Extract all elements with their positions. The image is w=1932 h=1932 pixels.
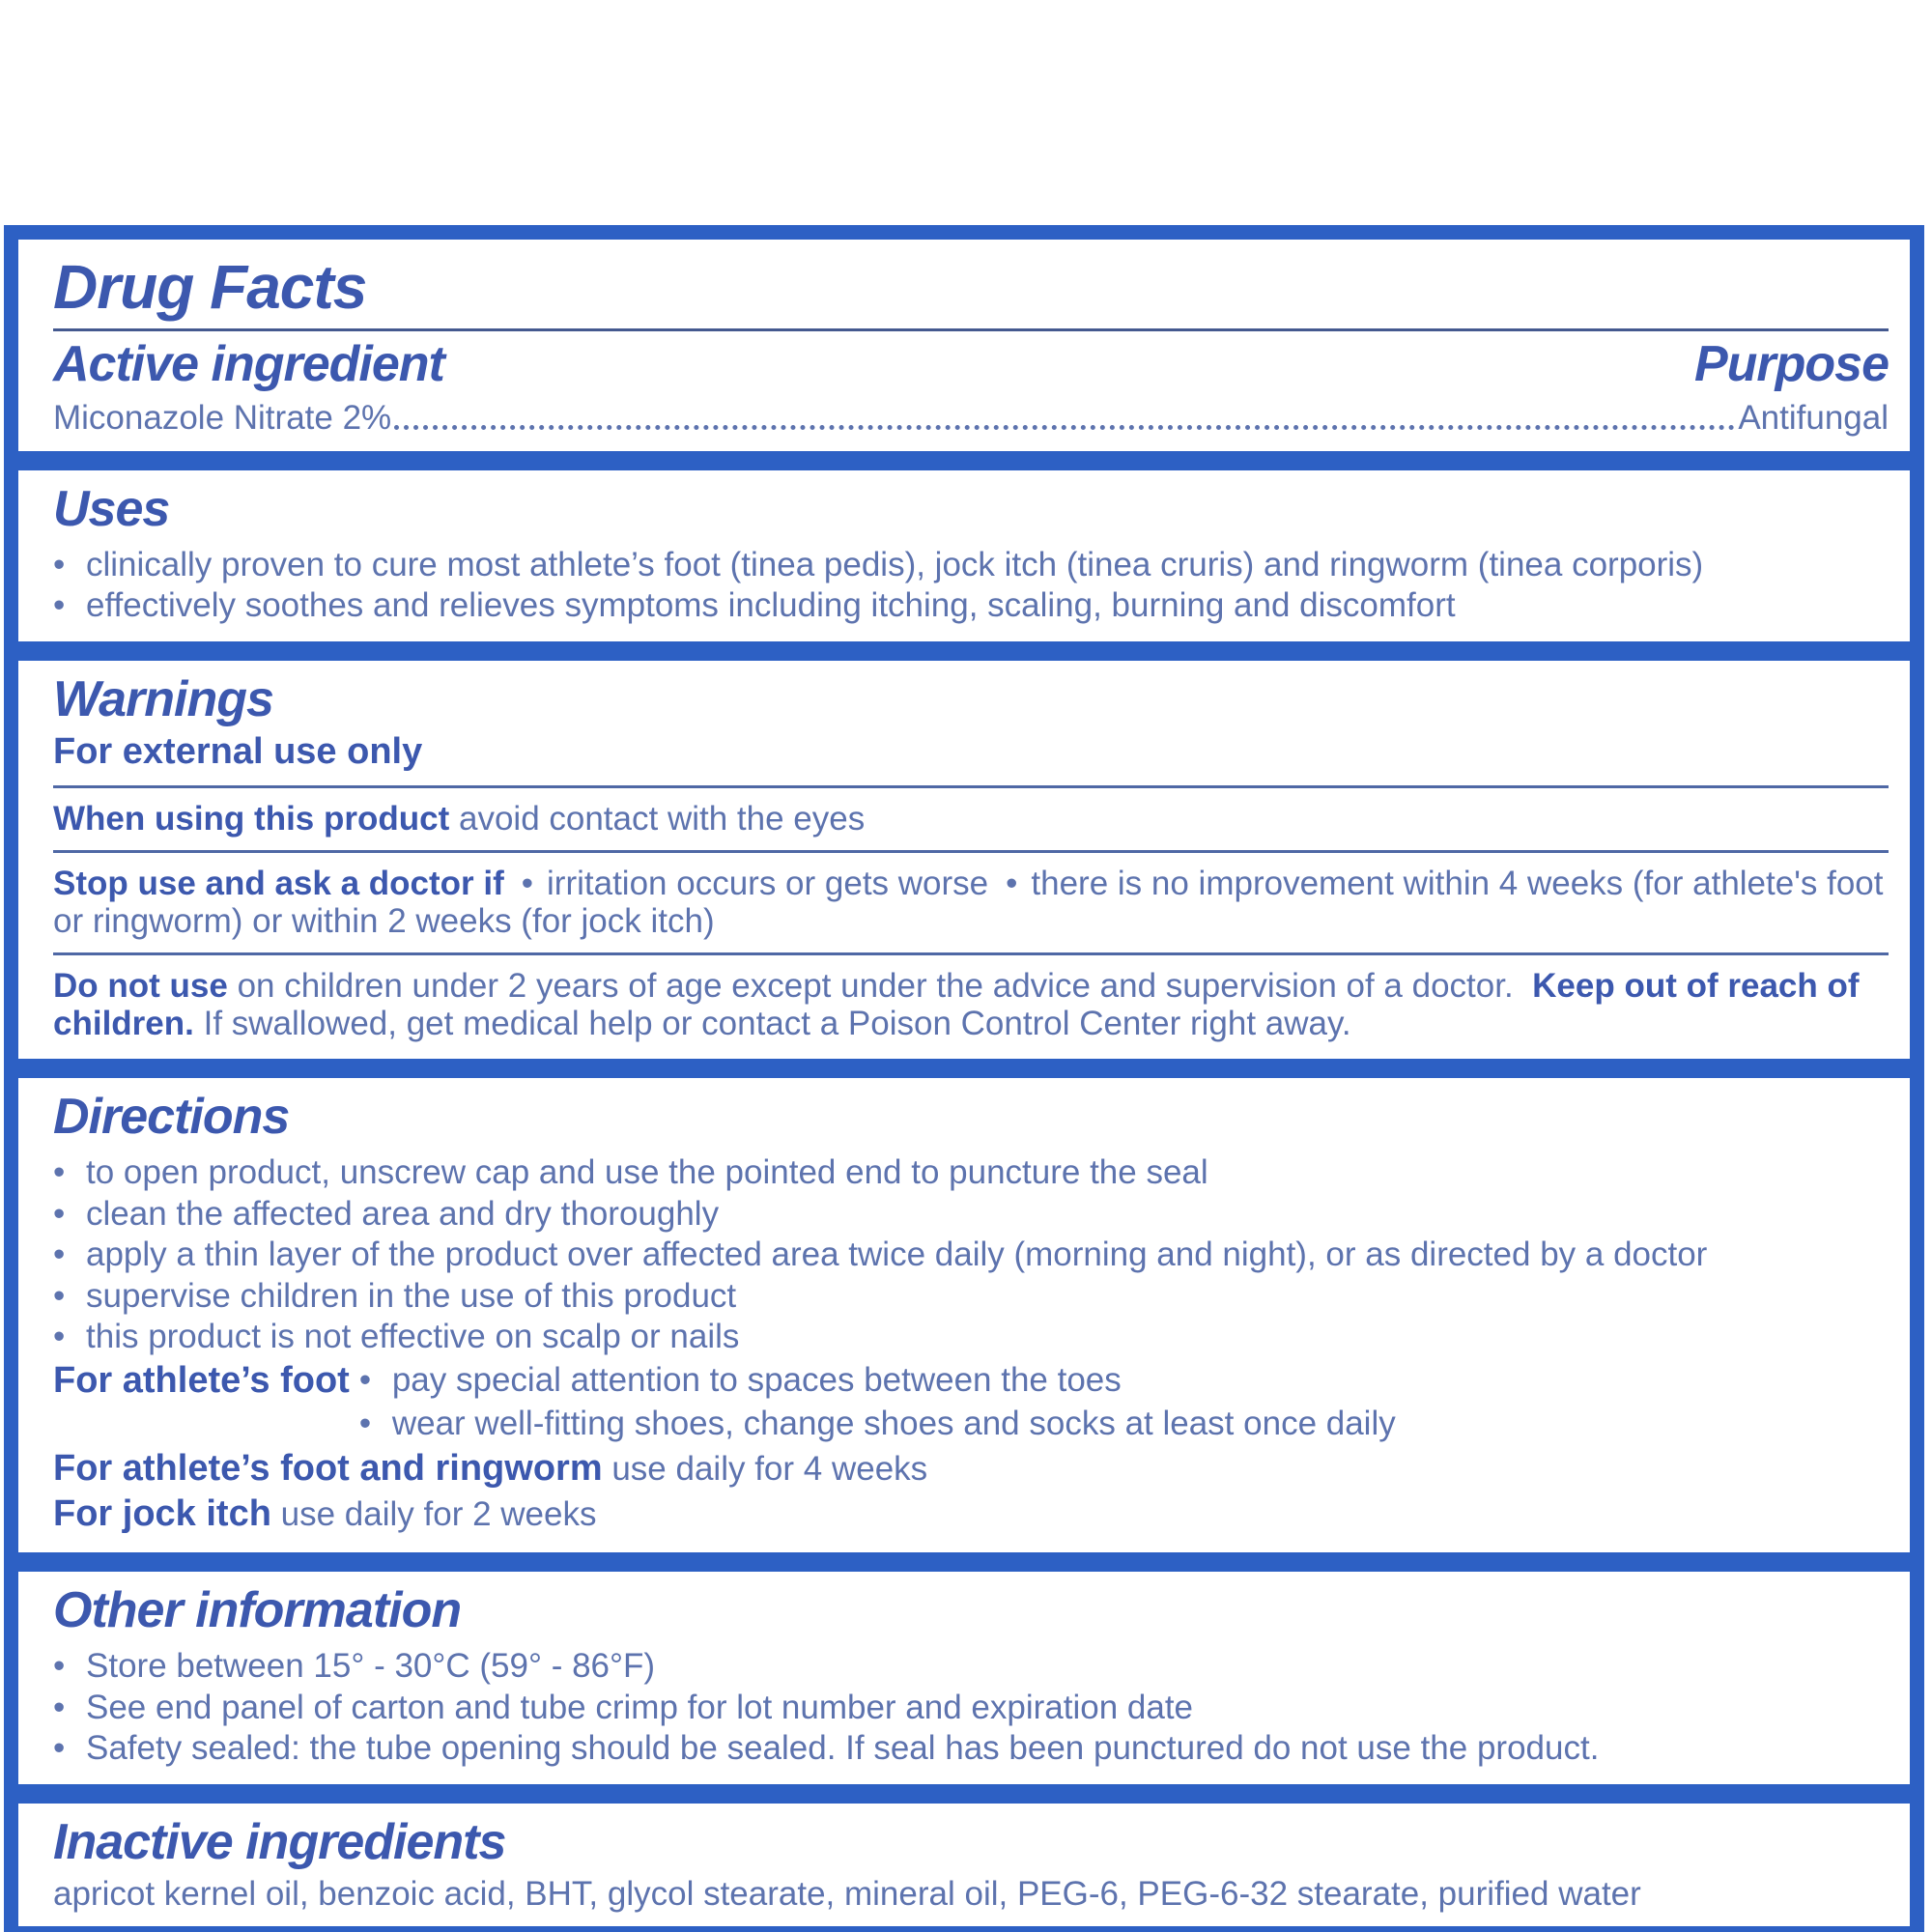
when-using-lead: When using this product (53, 800, 450, 838)
bullet-icon: • (53, 545, 66, 583)
when-using-text: avoid contact with the eyes (458, 800, 866, 838)
drug-facts-label (4, 225, 1924, 1932)
athletes-foot-item-1-text: pay special attention to spaces between the toes (391, 1360, 1122, 1399)
inactive-ingredients-heading: Inactive ingredients (53, 1813, 506, 1870)
jock-itch-text: use daily for 2 weeks (280, 1495, 597, 1534)
directions-bullet-1 (53, 1153, 1889, 1192)
do-not-use-text: on children under 2 years of age except under the advice and supervision of a doctor. (237, 966, 1514, 1005)
uses-bullet-1 (53, 546, 1889, 584)
directions-bullet-2-text: clean the affected area and dry thoroughly (86, 1194, 720, 1233)
purpose-heading: Purpose (1693, 336, 1889, 392)
athletes-foot-lead: For athlete’s foot (53, 1359, 350, 1401)
athletes-foot-spacer (53, 1403, 359, 1445)
section-uses (18, 470, 1910, 641)
uses-bullet-2 (53, 586, 1889, 625)
other-info-bullet-2-text: See end panel of carton and tube crimp for lot number and expiration date (86, 1688, 1194, 1726)
bullet-icon: • (1006, 864, 1018, 902)
bullet-icon: • (53, 1729, 66, 1768)
page-title: Drug Facts (53, 252, 367, 322)
bullet-icon: • (521, 864, 534, 902)
warnings-heading: Warnings (53, 670, 273, 727)
other-info-bullet-3 (53, 1729, 1889, 1768)
athletes-foot-block (53, 1359, 1889, 1445)
title-divider (53, 328, 1889, 331)
directions-bullet-3-text: apply a thin layer of the product over affected area twice daily (morning and night), or as directed by a doctor (86, 1236, 1708, 1274)
bullet-icon: • (53, 1318, 66, 1356)
other-info-bullet-1 (53, 1647, 1889, 1686)
athletes-foot-ringworm-text: use daily for 4 weeks (611, 1449, 928, 1488)
keep-out-of-reach-lead: Keep out of reach of children. (53, 966, 1860, 1043)
uses-bullet-2-text: effectively soothes and relieves symptoms including itching, scaling, burning and discomfort (86, 586, 1456, 625)
athletes-foot-item-1 (359, 1361, 1889, 1402)
directions-heading: Directions (53, 1088, 290, 1145)
active-ingredient-value-row (53, 399, 1889, 438)
other-info-bullet-2 (53, 1689, 1889, 1727)
stop-use-statement (53, 865, 1889, 941)
athletes-foot-ringworm-statement (53, 1447, 1889, 1492)
bullet-icon: • (53, 1194, 66, 1233)
section-warnings (18, 661, 1910, 1059)
uses-bullet-1-text: clinically proven to cure most athlete’s foot (tinea pedis), jock itch (tinea cruris) and ringworm (tinea corporis) (86, 545, 1704, 583)
bullet-icon: • (358, 1360, 372, 1399)
section-inactive-ingredients (18, 1804, 1910, 1927)
do-not-use-statement (53, 967, 1889, 1043)
jock-itch-statement (53, 1492, 1889, 1537)
bullet-icon: • (358, 1405, 372, 1443)
section-other-information (18, 1572, 1910, 1784)
directions-bullet-2 (53, 1195, 1889, 1234)
jock-itch-lead: For jock itch (53, 1493, 271, 1535)
stop-use-lead: Stop use and ask a doctor if (53, 864, 504, 902)
directions-bullet-3 (53, 1236, 1889, 1274)
warnings-divider (53, 952, 1889, 955)
purpose-value: Antifungal (1738, 399, 1889, 437)
directions-bullet-5 (53, 1318, 1889, 1356)
directions-bullet-4 (53, 1277, 1889, 1316)
uses-heading: Uses (53, 480, 170, 537)
athletes-foot-item-2 (359, 1405, 1889, 1443)
dotted-leader (394, 425, 1735, 430)
other-info-bullet-1-text: Store between 15° - 30°C (59° - 86°F) (86, 1647, 656, 1686)
other-info-bullet-3-text: Safety sealed: the tube opening should be sealed. If seal has been punctured do not use the product. (86, 1729, 1600, 1768)
stop-use-item-1: irritation occurs or gets worse (547, 864, 989, 902)
bullet-icon: • (53, 1276, 66, 1315)
bullet-icon: • (53, 586, 66, 625)
active-ingredient-name: Miconazole Nitrate 2% (53, 399, 392, 437)
other-information-heading: Other information (53, 1582, 462, 1639)
do-not-use-lead: Do not use (53, 966, 228, 1005)
keep-out-of-reach-text: If swallowed, get medical help or contact a Poison Control Center right away. (203, 1005, 1351, 1043)
bullet-icon: • (53, 1152, 66, 1191)
bullet-icon: • (53, 1647, 66, 1686)
stop-use-item-2: there is no improvement within 4 weeks (for athlete's foot or ringworm) or within 2 weeks (for jock itch) (53, 864, 1884, 941)
inactive-ingredients-text: apricot kernel oil, benzoic acid, BHT, glycol stearate, mineral oil, PEG-6, PEG-6-32 stearate, purified water (53, 1874, 1641, 1913)
athletes-foot-ringworm-lead: For athlete’s foot and ringworm (53, 1447, 603, 1489)
bullet-icon: • (53, 1688, 66, 1726)
when-using-statement (53, 800, 1889, 838)
directions-bullet-1-text: to open product, unscrew cap and use the pointed end to puncture the seal (86, 1152, 1208, 1191)
bullet-icon: • (53, 1236, 66, 1274)
section-directions (18, 1078, 1910, 1552)
directions-bullet-4-text: supervise children in the use of this product (86, 1276, 737, 1315)
active-ingredient-heading: Active ingredient (53, 336, 444, 392)
external-use-statement: For external use only (53, 730, 423, 772)
directions-bullet-5-text: this product is not effective on scalp or nails (86, 1318, 740, 1356)
section-header (18, 240, 1910, 451)
athletes-foot-item-2-text: wear well-fitting shoes, change shoes and socks at least once daily (391, 1405, 1396, 1443)
warnings-divider (53, 785, 1889, 788)
warnings-divider (53, 850, 1889, 853)
active-ingredient-row (53, 335, 1889, 393)
